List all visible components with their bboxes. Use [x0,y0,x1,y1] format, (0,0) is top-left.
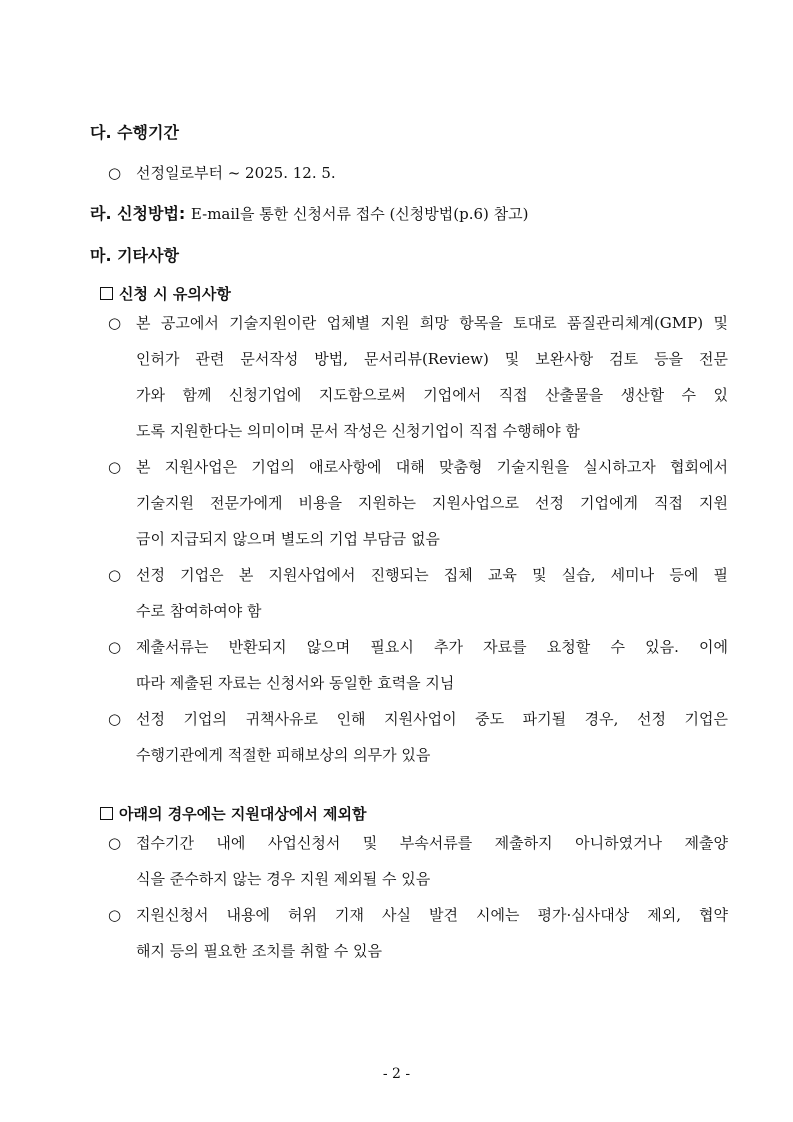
bullet-circle-icon: ○ [108,834,122,852]
text-line: 금이 지급되지 않으며 별도의 기업 부담금 없음 [136,530,440,548]
text-line: 수행기관에게 적절한 피해보상의 의무가 있음 [136,746,431,764]
bullet-circle-icon: ○ [108,566,122,584]
list-item-text [136,629,728,701]
exclusions-heading-text: 아래의 경우에는 지원대상에서 제외함 [119,805,367,823]
list-item [108,557,728,629]
list-item [108,629,728,701]
list-item-text [136,825,728,897]
text-line: 가와 함께 신청기업에 지도함으로써 기업에서 직접 산출물을 생산할 수 있 [136,386,728,404]
text-line: 선정 기업의 귀책사유로 인해 지원사업이 중도 파기될 경우, 선정 기업은 [136,710,728,728]
list-item [108,701,728,773]
list-item-text [136,897,728,969]
section-da-title: 다. 수행기간 [90,123,179,142]
section-ma-title: 마. 기타사항 [90,246,179,265]
list-item [108,825,728,897]
bullet-circle-icon: ○ [108,906,122,924]
text-line: 본 지원사업은 기업의 애로사항에 대해 맞춤형 기술지원을 실시하고자 협회에서 [136,458,728,476]
text-line: 해지 등의 필요한 조치를 취할 수 있음 [136,942,382,960]
checkbox-square-icon [100,287,113,300]
section-ra-title: 라. 신청방법: [90,204,186,223]
notes-heading-text: 신청 시 유의사항 [119,285,231,303]
period-bullet [108,162,336,183]
bullet-circle-icon: ○ [108,710,122,728]
page-number: - 2 - [382,1066,411,1082]
list-item [108,897,728,969]
notes-heading [100,283,231,304]
text-line: 접수기간 내에 사업신청서 및 부속서류를 제출하지 아니하였거나 제출양 [136,834,728,852]
text-line: 제출서류는 반환되지 않으며 필요시 추가 자료를 요청할 수 있음. 이에 [136,638,728,656]
text-line: 따라 제출된 자료는 신청서와 동일한 효력을 지님 [136,674,455,692]
text-line: 식을 준수하지 않는 경우 지원 제외될 수 있음 [136,870,431,888]
list-item [108,449,728,557]
bullet-circle-icon: ○ [108,314,122,332]
exclusions-heading [100,803,367,824]
period-text: 선정일로부터 ~ 2025. 12. 5. [136,164,336,182]
section-ra [90,201,528,224]
text-line: 본 공고에서 기술지원이란 업체별 지원 희망 항목을 토대로 품질관리체계(GMP) 및 [136,314,728,332]
text-line: 인허가 관련 문서작성 방법, 문서리뷰(Review) 및 보완사항 검토 등을 전문 [136,350,728,368]
text-line: 기술지원 전문가에게 비용을 지원하는 지원사업으로 선정 기업에게 직접 지원 [136,494,728,512]
bullet-circle-icon: ○ [108,164,122,182]
bullet-circle-icon: ○ [108,458,122,476]
text-line: 도록 지원한다는 의미이며 문서 작성은 신청기업이 직접 수행해야 함 [136,422,580,440]
list-item [108,305,728,449]
list-item-text [136,701,728,773]
section-ra-text: E-mail을 통한 신청서류 접수 (신청방법(p.6) 참고) [190,205,529,223]
list-item-text [136,449,728,557]
bullet-circle-icon: ○ [108,638,122,656]
list-item-text [136,557,728,629]
text-line: 선정 기업은 본 지원사업에서 진행되는 집체 교육 및 실습, 세미나 등에 필 [136,566,728,584]
text-line: 수로 참여하여야 함 [136,602,262,620]
text-line: 지원신청서 내용에 허위 기재 사실 발견 시에는 평가·심사대상 제외, 협약 [136,906,728,924]
list-item-text [136,305,728,449]
checkbox-square-icon [100,807,113,820]
